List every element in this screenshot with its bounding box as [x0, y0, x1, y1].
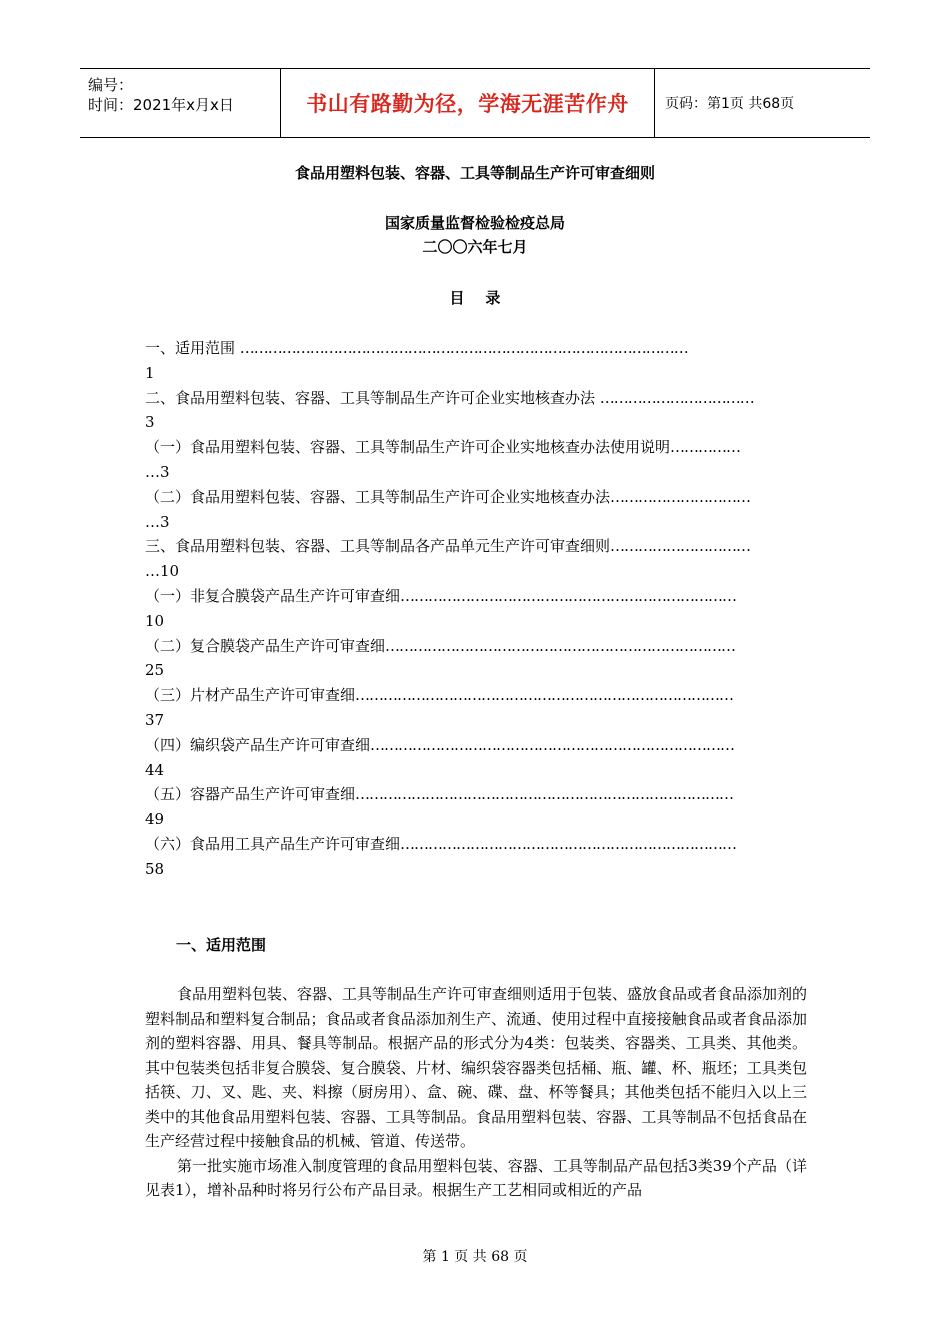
section-body — [145, 982, 807, 1203]
toc-item-title: 一、适用范围 — [145, 339, 240, 357]
paragraph: 第一批实施市场准入制度管理的食品用塑料包装、容器、工具等制品产品包括3类39个产品（详见表1），增补品种时将另行公布产品目录。根据生产工艺相同或相近的产品 — [145, 1156, 807, 1199]
toc-item-dots: ……………………………………………………………… — [400, 586, 737, 605]
toc-item-page: 3 — [145, 413, 155, 432]
toc-item-page: 3 — [160, 462, 170, 481]
toc-item-dots: ……………………………………………………………………… — [355, 785, 734, 804]
toc-item[interactable] — [145, 782, 805, 832]
section-heading: 一、适用范围 — [176, 936, 267, 954]
toc-item-title: （一）食品用塑料包装、容器、工具等制品生产许可企业实地核查办法使用说明 — [145, 438, 671, 457]
toc-item-page: 10 — [145, 611, 165, 630]
toc-item-dots: …………………………… — [599, 388, 754, 407]
toc-item[interactable]: （一）食品用塑料包装、容器、工具等制品生产许可企业实地核查办法使用说明…………… …3 — [145, 438, 741, 481]
table-of-contents — [145, 336, 805, 882]
toc-item-dots: ………………………………………………………………… — [385, 636, 736, 655]
header-motto-cell — [281, 69, 655, 137]
page-info: 页码：第1页 共68页 — [665, 96, 795, 112]
time-label: 时间：2021年x月x日 — [88, 96, 234, 114]
paragraph: 食品用塑料包装、容器、工具等制品生产许可审查细则适用于包装、盛放食品或者食品添加剂的塑料制品和塑料复合制品；食品或者食品添加剂生产、流通、使用过程中直接接触食品或者食品添加剂的塑料容器、用具、餐具等制品。根据产品的形式分为4类：包装类、容器类、工具类、其他类。其中包装类包括非复合膜袋、复合膜袋、片材、编织袋容器类包括桶、瓶、罐、杯、瓶坯；工具类包括筷、刀、叉、匙、夹、料擦（厨房用）、盒、碗、碟、盘、杯等餐具；其他类包括不能归入以上三类中的其他食品用塑料包装、容器、工具等制品。食品用塑料包装、容器、工具等制品不包括食品在生产经营过程中接触食品的机械、管道、传送带。 — [145, 985, 808, 1150]
toc-item-title: （六）食品用工具产品生产许可审查细 — [145, 834, 401, 853]
toc-item-page: 44 — [145, 760, 165, 779]
toc-item-page: 49 — [145, 810, 165, 829]
toc-item-title: （二）复合膜袋产品生产许可审查细 — [145, 636, 386, 655]
toc-item-dots: ……………………………………………………………… — [400, 834, 737, 853]
toc-item-title: （五）容器产品生产许可审查细 — [145, 785, 356, 804]
toc-item-title: （四）编织袋产品生产许可审查细 — [145, 735, 371, 754]
toc-item[interactable] — [145, 584, 805, 634]
toc-item-title: 三、食品用塑料包装、容器、工具等制品各产品单元生产许可审查细则 — [145, 537, 611, 556]
toc-item-title: （二）食品用塑料包装、容器、工具等制品生产许可企业实地核查办法 — [145, 487, 611, 506]
toc-item-dots: …………… — [670, 438, 741, 457]
document-date: 二〇〇六年七月 — [422, 238, 528, 256]
toc-item-page: 37 — [145, 710, 165, 729]
toc-item[interactable] — [145, 336, 805, 386]
toc-item-dots: …………………………………………………………………… — [370, 735, 735, 754]
toc-item-dots: ………………………… — [610, 537, 751, 556]
toc-item-dots: …………………………………………………………………………………… — [239, 339, 688, 357]
toc-item-page: 10 — [160, 562, 180, 581]
toc-heading: 目 录 — [449, 289, 501, 307]
toc-item[interactable]: （二）食品用塑料包装、容器、工具等制品生产许可企业实地核查办法………………………… …3 — [145, 487, 751, 531]
toc-item[interactable] — [145, 683, 805, 733]
toc-item-title: （三）片材产品生产许可审查细 — [145, 686, 356, 705]
toc-item-dots: ……………………………………………………………………… — [355, 686, 734, 705]
toc-item-page: 25 — [145, 661, 165, 680]
header-page-cell — [655, 69, 870, 137]
toc-item-dots: ………………………… — [610, 487, 751, 506]
toc-item-title: （一）非复合膜袋产品生产许可审查细 — [145, 586, 401, 605]
header-table — [80, 68, 870, 138]
motto-text: 书山有路勤为径，学海无涯苦作舟 — [306, 92, 629, 116]
toc-item[interactable] — [145, 386, 805, 436]
toc-item-page: 3 — [160, 512, 170, 531]
toc-item-page: 1 — [145, 363, 155, 382]
toc-item[interactable] — [145, 832, 805, 882]
toc-item[interactable] — [145, 634, 805, 684]
document-title: 食品用塑料包装、容器、工具等制品生产许可审查细则 — [294, 164, 655, 182]
page-footer: 第 1 页 共 68 页 — [422, 1249, 528, 1265]
header-meta-cell — [80, 69, 281, 137]
toc-item-page: 58 — [145, 859, 165, 878]
document-issuer: 国家质量监督检验检疫总局 — [384, 214, 565, 232]
code-label: 编号： — [88, 76, 134, 94]
toc-item[interactable]: 三、食品用塑料包装、容器、工具等制品各产品单元生产许可审查细则………………………… …10 — [145, 537, 751, 581]
toc-item[interactable] — [145, 733, 805, 783]
toc-item-title: 二、食品用塑料包装、容器、工具等制品生产许可企业实地核查办法 — [145, 388, 600, 407]
